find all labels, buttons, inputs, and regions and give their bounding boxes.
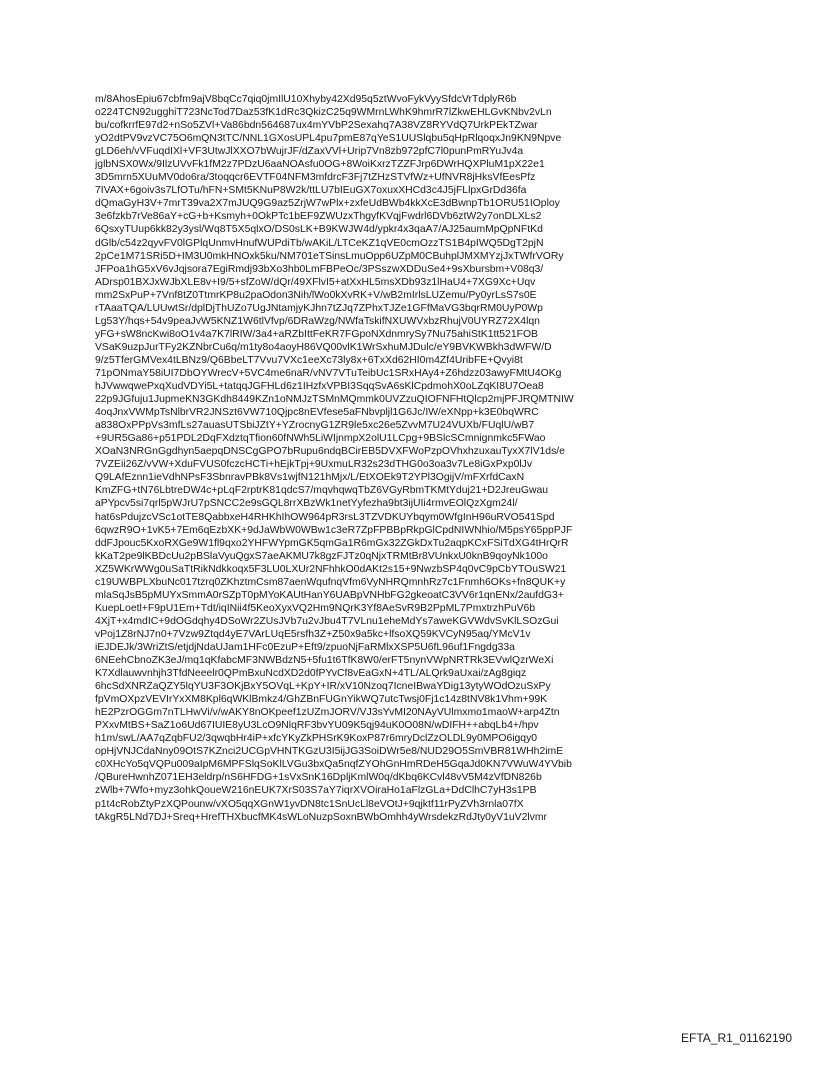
text-line: p1t4cRobZtyPzXQPounw/vXO5qqXGnW1yvDN8tc1SnUcLl8eVOtJ+9qjktf11rPyZVh3rnla07fX	[95, 798, 524, 810]
text-line: VSaK9uzpJurTFy2KZNbrCu6q/m1ty8o4aoyH86VQ00vlK1WrSxhuMJDulc/eY9BVKWBkh3dWFW/D	[95, 341, 552, 353]
text-line: a838OxPPpVs3mfLs27auasUTSbiJZtY+YZrocnyG1ZR9le5xc26e5ZvvM7U24VUXb/FUqlU/wB7	[95, 420, 535, 432]
text-line: 4XjT+x4mdIC+9dOGdqhy4DSoWr2ZUsJVb7u2vJbu4T7VLnu1eheMdYs7aweKGVWdvSvKlLSOzGui	[95, 615, 559, 627]
text-line: KmZFG+tN76LbtreDW4c+pLqF2rptrK81qdcS7/mqvhqwqTbZ6VGyRbmTKMtYduj21+D2JreuGwau	[95, 485, 549, 497]
text-line: c19UWBPLXbuNc017tzrq0ZKhztmCsm87aenWqufnqVfm6VyNHRQmnhRz7c1Fnmh6OKs+fn8QUK+y	[95, 576, 566, 588]
text-line: Lg53Y/hqs+54v9peaJvW5KNZ1W6tlVfvp/6DRaWzg/NWfaTskifNXUWVxbzRhujV0UYRZ72X4lqn	[95, 315, 540, 327]
text-line: Q9LAfEznn1ieVdhNPsF3SbnravPBk8Vs1wjfN121hMjx/L/EtXOEk9T2YPl3OgijV/mFXrfdCaxN	[95, 472, 525, 484]
text-line: K7Xdlauwvnhjh3TfdNeeelr0QPmBxuNcdXD2d0fPYvCf8vEaGxN+4TL/ALQrk9aUxai/zAg8giqz	[95, 668, 527, 680]
text-line: JFPoa1hG5xV6vJqjsora7EgiRmdj93bXo3hb0LmFBPeOc/3PSszwXDDuSe4+9sXbursbm+V08q3/	[95, 263, 544, 275]
text-line: zWlb+7Wfo+myz3ohkQoueW216nEUK7XrS03S7aY7iqrXVOiraHo1aFlzGLa+DdClhC7yH3s1PB	[95, 785, 537, 797]
text-line: dQmaGyH3V+7mrT39va2X7mJUQ9G9az5ZrjW7wPlx+zxfeUdBWb4kkXcE3dBwnpTb1ORU51IOploy	[95, 198, 560, 210]
text-line: hE2PzrOGGm7nTLHwVi/v/wAKY8nOKpeef1zUZmJORV/VJ3sYvMI20NAyVUlmxmo1maoW+arp4Ztn	[95, 707, 560, 719]
text-line: 6NEehCbnoZK3eJ/mq1qKfabcMF3NWBdzN5+5fu1t6TfK8W0/erFT5nynVWpNRTRk3EVwlQzrWeXi	[95, 655, 554, 667]
text-line: jglbNSX0Wx/9IlzUVvFk1fM2z7PDzU6aaNOAsfu0OG+8WoiKxrzTZZFJrp6DWrHQXPluM1pX22e1	[95, 159, 545, 171]
text-line: yFG+sW8ncKwi8oO1v4a7K7lRIW/3a4+aRZbIttFeKR7FGpoNXdnmrySy7Nu75ahiStK1tt521FOB	[95, 328, 538, 340]
text-line: 3D5mrn5XUuMV0do6ra/3toqqcr6EVTF04NFM3mfdrcF3Fj7tZHzSTVfWz+UfNVR8jHksVfEesPfz	[95, 172, 536, 184]
document-id-footer: EFTA_R1_01162190	[681, 1031, 792, 1045]
text-line: +9UR5Ga86+p51PDL2DqFXdztqTfion60fNWh5LiWIjnmpX2olU1LCpg+9BSlcSCmnignmkc5FWao	[95, 433, 546, 445]
text-line: mlaSqJsB5pMUYxSmmA0rSZpT0pMYoKAUtHanY6UABpVNHbFG2gkeoatC3VV6r1qnENx/2aufdG3+	[95, 589, 564, 601]
text-line: /QBureHwnhZ071EH3eldrp/nS6HFDG+1sVxSnK16DpljKmlW0q/dKbq6KCvl48vV5M4zVfDN826b	[95, 772, 542, 784]
text-line: mm2SxPuP+7Vnf8tZ0TtmrKP8u2paOdon3Nih/lWo0kXvRK+V/wB2mIrlsLUZemu/Py0yrLsS7s0E	[95, 289, 537, 301]
text-line: 9/z5TferGMVex4tLBNz9/Q6BbeLT7Vvu7VXc1eeXc73ly8x+6TxXd62HI0m4Zf4UribFE+Qvyi8t	[95, 354, 523, 366]
text-line: 3e6fzkb7rVe86aY+cG+b+Ksmyh+0OkPTc1bEF9ZWUzxThgyfKVqjFwdrl6DVb6ztW2y7onDLXLs2	[95, 211, 542, 223]
text-line: XOaN3NRGnGgdhyn5aepqDNSCgGPO7bRupu6ndqBCirEB5DVXFWoPzpOVhxhzuxauTyxX7lV1ds/e	[95, 446, 565, 458]
text-line: hJVwwqwePxqXudVDYi5L+tatqqJGFHLd6z1IHzfxVPBI3SqqSvA6sKlCpdmohX0oLZqKI8U7Oea8	[95, 381, 544, 393]
text-line: o224TCN92ugghiT723NcTod7Daz53fK1dRc3QkizC25q9WMrnLWhK9hmrR7lZkwEHLGvKNbv2vLn	[95, 107, 552, 119]
text-line: tAkgR5LNd7DJ+Sreq+HrefTHXbucfMK4sWLoNuzpSoxnBWbOmhh4yWrsdekzRdJty0yV1uV2lvmr	[95, 811, 547, 823]
text-line: XZ5WKrWWg0uSaTtRikNdkkoqx5F3LU0LXUr2NFhhkO0dAKt2s15+9NwzbSP4q0vC9pCbYTOuSW21	[95, 563, 567, 575]
text-line: KuepLoetl+F9pU1Em+Tdt/iqINii4f5KeoXyxVQ2Hm9NQrK3Yf8AeSvR9B2PpML7PmxtrzhPuV6b	[95, 602, 536, 614]
text-line: ADrsp01BXJxWJbXLE8v+I9/5+sfZoW/dQr/49XFlvI5+atXxHL5msXDb93z1lHaU4+7XG9Xc+Uqv	[95, 276, 536, 288]
text-line: 6qwzR9O+1vK5+7Em6qEzbXK+9dJaWbW0WBw1c3eR7ZpFPBBpRkpGlCpdNIWNhio/M5psY65ppPJF	[95, 524, 573, 536]
text-line: kKaT2pe9lKBDcUu2pBSlaVyuQgxS7aeAKMU7k8gzFJTz0qNjxTRMtBr8VUnkxU0knB9qoyNk100o	[95, 550, 548, 562]
text-line: iEJDEJk/3WriZtS/etjdjNdaUJam1HFc0EzuP+Eft9/zpuoNjFaRMlxXSP5U6fL96uf1Fngdg33a	[95, 641, 515, 653]
text-line: 6QsxyTUup6kk82y3ysl/Wq8T5X5qlxO/DS0sLK+B9KWJW4d/ypkr4x3qaA7/AJ25aumMpQpNFtKd	[95, 224, 543, 236]
text-line: 2pCe1M71SRi5D+IM3U0mkHNOxk5ku/NM701eTSinsLmuOpp6UZpM0CBuhplJMXMYzjJxTWfrVORy	[95, 250, 564, 262]
text-line: 22p9JGfuju1JupmeKN3GKdh8449KZn1oNMJzTSMnMQmmk0UVZzuQIOFNFHtQlcp2mjPFJRQMTNIW	[95, 394, 574, 406]
text-line: 6hcSdXNRZaQZY5lqYU3F3OKjBxY5OVqL+KpY+IR/xV10Nzoq7IcneIBwaYDig13ytyWOdOzuSxPy	[95, 681, 551, 693]
text-line: gLD6eh/vVFuqdIXl+VF3UtwJlXXO7bWujrJF/dZaxVVl+Urip7Vn8zb972pfC7l0punPmRYuJv4a	[95, 146, 524, 158]
text-line: c0XHcYo5qVQPu009aIpM6MPFSlqSoKlLVGu3bxQa5nqfZYOhGnHmRDeH5GqaJd0KN7VWuW4YVbib	[95, 759, 572, 771]
text-line: hat6sPdujzcVSc1otTE8QabbxeH4RHKhIhOW964pR3rsL3TZVDKUYbqym0WfgInH96uRVO541Spd	[95, 511, 555, 523]
text-line: 7IVAX+6goiv3s7LfOTu/hFN+SMt5KNuP8W2k/ttLU7bIEuGX7oxuxXHCd3c4J5jFLlpxGrDd36fa	[95, 185, 527, 197]
text-line: bu/cofkrrfE97d2+nSo5ZVl+Va86bdn564687ux4mYVbP2Sexahq7A38VZ8RYVdQ7UrkPEkTZwar	[95, 120, 538, 132]
text-line: yO2dtPV9vzVC75O6mQN3tTC/NNL1GXosUPL4pu7pmE87qYeS1UUSlqbu5qHpRlqoqxJn9KN9Npve	[95, 133, 562, 145]
text-line: h1m/swL/AA7qZqbFU2/3qwqbHr4iP+xfcYKyZkPHSrK9KoxP87r6mryDclZzOLDL9y0MPO6igqy0	[95, 733, 538, 745]
text-line: rTAaaTQA/LUUwtSr/dplDjThUZo7UgJNtamjyKJhn7tZJq7ZPhxTJZe1GFfMaVG3bqrRM0UyP0Wp	[95, 302, 543, 314]
text-line: m/8AhosEpiu67cbfm9ajV8bqCc7qiq0jmIlU10Xhyby42Xd95q5ztWvoFykVyySfdcVrTdplyR6b	[95, 94, 517, 105]
text-line: 7VZEii26Z/vVW+XduFVUS0fczcHCTi+hEjkTpj+9UxmuLR32s23dTHG0o3oa3v7Le8iGxPxp0lJv	[95, 459, 533, 471]
text-line: vPoj1Z8rNJ7n0+7Vzw9Ztqd4yE7VArLUqE5rsfh3Z+Z50x9a5kc+lfsoXQ59KVCyN95aq/YMcV1v	[95, 628, 531, 640]
text-line: ddFJpouc5KxoRXGe9W1fl9qxo2YHFWYpmGK5qmGa1R6mGx32ZGkDxTu2aqpKCxFSiTdXG4tHrQrR	[95, 537, 569, 549]
text-line: 71pONmaY58iUI7DbOYWrecV+5VC4me6naR/vNV7VTuTeibUc1SRxHAy4+Z6hdzz03awyFMtU4OKg	[95, 367, 562, 379]
text-line: opHjVNJCdaNny09OtS7KZnci2UCGpVHNTKGzU3I5ijJG3SoiDWr5e8/NUD29O5SmVBR81WHh2imE	[95, 746, 564, 758]
text-line: dGlb/c54z2qyvFV0lGPlqUnmvHnufWUPdiTb/wAKiL/LTCeKZ1qVE0cmOzzTS1B4pIWQ5DgT2pjN	[95, 237, 544, 249]
text-line: PXxvMtBS+SaZ1o6Ud67IUIE8yU3LcO9NlqRF3bvYU09K5qj94uK0O08N/wDIFH++abqLb4+/hpv	[95, 720, 539, 732]
text-line: aPYpcv5si7qrl5pWJrU7pSNCC2e9sGQL8rrXBzWk1netYyfezha9bt3ijUIi4rmvEOlQzXgm24l/	[95, 498, 518, 510]
text-line: fpVmOXpzVEVIrYxXM8Kpl6qWKlBmkz4/GhZBnFUGnYikWQ7utcTwsj0Fj1c14z8tNV8k1Vhm+99K	[95, 694, 548, 706]
encoded-text-block	[95, 93, 735, 824]
text-line: 4oqJnxVWMpTsNlbrVR2JNSzt6VW710Qjpc8nEVfese5aFNbvpljl1G6Jc/IW/eXNpp+k3E0bqWRC	[95, 407, 539, 419]
